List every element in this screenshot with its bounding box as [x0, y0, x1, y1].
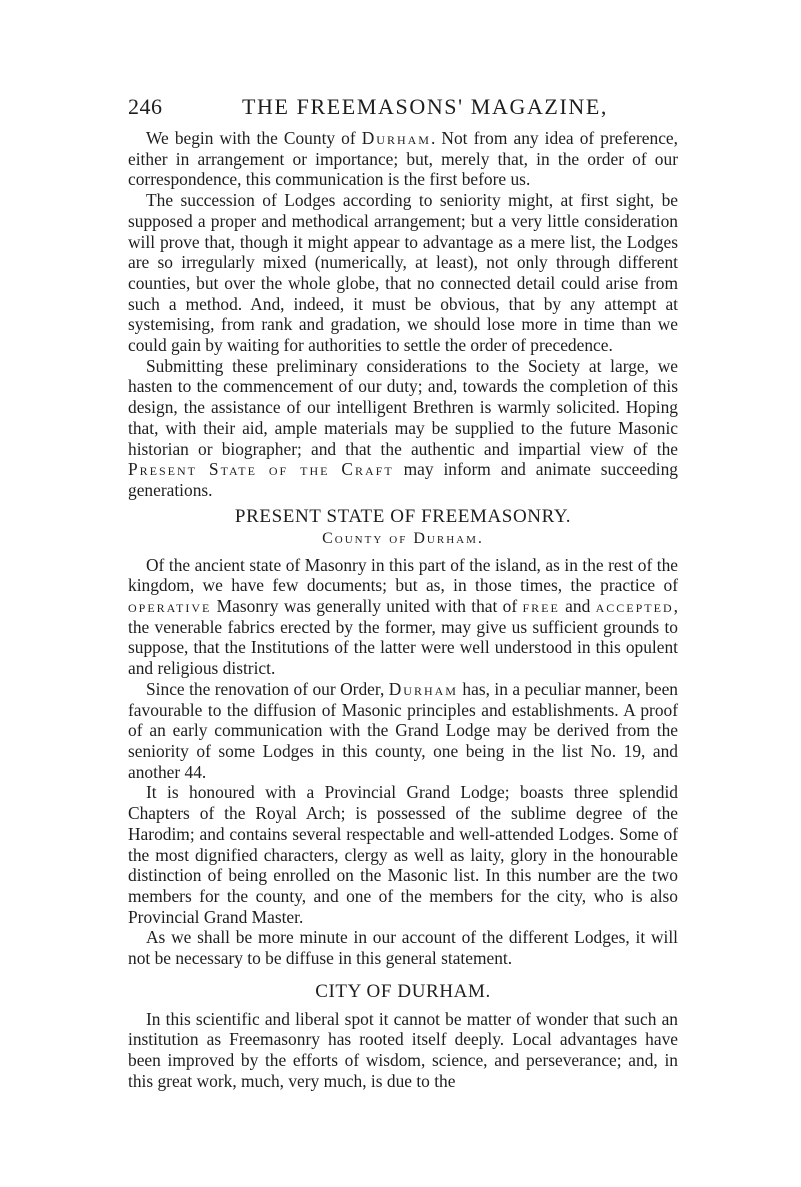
county-name: Durham: [388, 678, 458, 699]
intro-paragraph-3: Submitting these preliminary considerations to the Society at large, we hasten to the commencement of our duty; and, towards the completion of this design, the assistance of our intelligent Brethren is warmly solicited. Hoping that, with their aid, ample materials may be supplied to the future Masonic historian or biographer; and that the authentic and impartial view of the Present State of the Craft may inform and animate succeeding generations.: [128, 355, 678, 500]
page-header: [128, 94, 708, 124]
term-operative: operative: [128, 596, 212, 617]
section-title: PRESENT STATE OF FREEMASONRY.: [234, 505, 572, 527]
intro-paragraph-2: The succession of Lodges according to seniority might, at first sight, be supposed a proper and methodical arrangement; but a very little consideration will prove that, though it might appear to advantage as a mere list, the Lodges are so irregularly mixed (numerically, at least), not only through different counties, but over the whole globe, that no connected detail could arise from such a method. And, indeed, it must be obvious, that by any attempt at systemising, from rank and gradation, we should lose more in time than we could gain by waiting for authorities to settle the order of precedence.: [128, 190, 678, 356]
section-subtitle: County of Durham.: [322, 529, 484, 547]
term-accepted: accepted: [595, 596, 674, 617]
page-number: 246: [128, 94, 163, 119]
term-free: free: [522, 596, 560, 617]
section-paragraph-2: Since the renovation of our Order, Durham has, in a peculiar manner, been favourable to the diffusion of Masonic principles and establishments. A proof of an early communication with the Grand Lodge may be derived from the seniority of some Lodges in this county, one being in the list No. 19, and another 44.: [128, 678, 678, 782]
present-state-phrase: Present State of the Craft: [128, 459, 394, 480]
intro-paragraph-1: We begin with the County of Durham. Not from any idea of preference, either in arrangement or importance; but, merely that, in the order of our correspondence, this communication is the first before us.: [128, 128, 678, 190]
article-body: [128, 128, 678, 1092]
city-title: CITY OF DURHAM.: [315, 980, 491, 1002]
running-title: THE FREEMASONS' MAGAZINE,: [242, 94, 609, 119]
city-paragraph-1: In this scientific and liberal spot it cannot be matter of wonder that such an institution as Freemasonry has rooted itself deeply. Local advantages have been improved by the efforts of wisdom, science, and perseverance; and, in this great work, much, very much, is due to the: [128, 1008, 678, 1091]
section-paragraph-4: As we shall be more minute in our account of the different Lodges, it will not be necessary to be diffuse in this general statement.: [128, 927, 678, 969]
section-paragraph-1: Of the ancient state of Masonry in this part of the island, as in the rest of the kingdom, we have few documents; but as, in those times, the practice of operative Masonry was generally united with that of free and accepted, the venerable fabrics erected by the former, may give us sufficient grounds to suppose, that the Institutions of the latter were well understood in this opulent and religious district.: [128, 554, 678, 679]
section-paragraph-3: It is honoured with a Provincial Grand Lodge; boasts three splendid Chapters of the Royal Arch; is possessed of the sublime degree of the Harodim; and contains several respectable and well-attended Lodges. Some of the most dignified characters, clergy as well as laity, glory in the honourable distinction of being enrolled on the Masonic list. In this number are the two members for the county, and one of the members for the city, who is also Provincial Grand Master.: [128, 782, 678, 927]
county-name: Durham: [361, 128, 431, 148]
